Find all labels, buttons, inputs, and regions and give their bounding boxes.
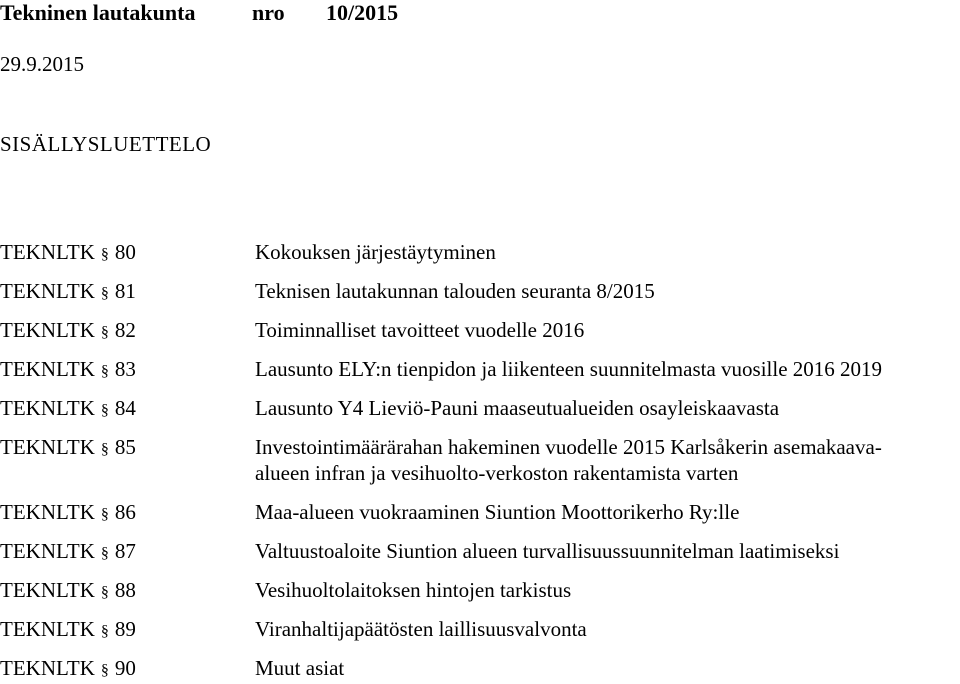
section-reference (0, 655, 136, 684)
section-number: 83 (114, 357, 136, 381)
section-title-line: Teknisen lautakunnan talouden seuranta 8/2015 (255, 279, 655, 303)
section-symbol: § (100, 246, 109, 263)
section-code: TEKNLTK (0, 617, 95, 641)
section-number: 90 (114, 656, 136, 680)
section-code: TEKNLTK (0, 357, 95, 381)
section-title-line: Maa-alueen vuokraaminen Siuntion Moottorikerho Ry:lle (255, 500, 740, 524)
section-title-line: Toiminnalliset tavoitteet vuodelle 2016 (255, 318, 585, 342)
section-symbol: § (100, 545, 109, 562)
section-code: TEKNLTK (0, 578, 95, 602)
section-reference (0, 434, 136, 463)
section-title-line: Vesihuoltolaitoksen hintojen tarkistus (255, 578, 572, 602)
section-number: 86 (114, 500, 136, 524)
section-symbol: § (100, 324, 109, 341)
section-symbol: § (100, 285, 109, 302)
nro-label: nro (252, 0, 285, 25)
section-number: 82 (114, 318, 136, 342)
section-number: 81 (114, 279, 136, 303)
section-title-line: Muut asiat (255, 656, 345, 680)
section-reference (0, 317, 136, 346)
section-title-line: Investointimäärärahan hakeminen vuodelle 2015 Karlsåkerin asemakaava- (255, 435, 882, 459)
section-number: 89 (114, 617, 136, 641)
section-number: 88 (114, 578, 136, 602)
section-number: 80 (114, 240, 136, 264)
section-title (255, 317, 960, 343)
section-title (255, 577, 960, 603)
section-symbol: § (100, 584, 109, 601)
section-title-line: alueen infran ja vesihuolto-verkoston rakentamista varten (255, 461, 739, 485)
section-reference (0, 499, 136, 528)
section-reference (0, 356, 136, 385)
section-title (255, 278, 960, 304)
section-symbol: § (100, 363, 109, 380)
meeting-number: 10/2015 (326, 0, 399, 25)
section-code: TEKNLTK (0, 435, 95, 459)
section-title-line: Lausunto ELY:n tienpidon ja liikenteen suunnitelmasta vuosille 2016 2019 (255, 357, 883, 381)
section-symbol: § (100, 662, 109, 679)
section-title-line: Lausunto Y4 Lieviö-Pauni maaseutualueiden osayleiskaavasta (255, 396, 780, 420)
committee-name: Tekninen lautakunta (0, 0, 196, 25)
section-reference (0, 278, 136, 307)
section-reference (0, 538, 136, 567)
section-code: TEKNLTK (0, 279, 95, 303)
section-symbol: § (100, 623, 109, 640)
section-title-line: Valtuustoaloite Siuntion alueen turvallisuussuunnitelman laatimiseksi (255, 539, 840, 563)
section-title (255, 239, 960, 265)
section-symbol: § (100, 506, 109, 523)
section-code: TEKNLTK (0, 656, 95, 680)
section-reference (0, 616, 136, 645)
section-code: TEKNLTK (0, 240, 95, 264)
section-code: TEKNLTK (0, 500, 95, 524)
section-symbol: § (100, 441, 109, 458)
section-reference (0, 395, 136, 424)
section-code: TEKNLTK (0, 396, 95, 420)
section-reference (0, 577, 136, 606)
section-title (255, 356, 960, 382)
section-title-line: Kokouksen järjestäytyminen (255, 240, 496, 264)
section-title (255, 434, 960, 486)
toc-heading: SISÄLLYSLUETTELO (0, 132, 212, 156)
section-code: TEKNLTK (0, 539, 95, 563)
section-number: 84 (114, 396, 136, 420)
section-reference (0, 239, 136, 268)
section-title (255, 499, 960, 525)
section-number: 85 (114, 435, 136, 459)
section-title (255, 616, 960, 642)
section-title (255, 538, 960, 564)
section-symbol: § (100, 402, 109, 419)
section-number: 87 (114, 539, 136, 563)
section-title-line: Viranhaltijapäätösten laillisuusvalvonta (255, 617, 587, 641)
section-title (255, 395, 960, 421)
section-title (255, 655, 960, 681)
section-code: TEKNLTK (0, 318, 95, 342)
meeting-date: 29.9.2015 (0, 52, 84, 76)
